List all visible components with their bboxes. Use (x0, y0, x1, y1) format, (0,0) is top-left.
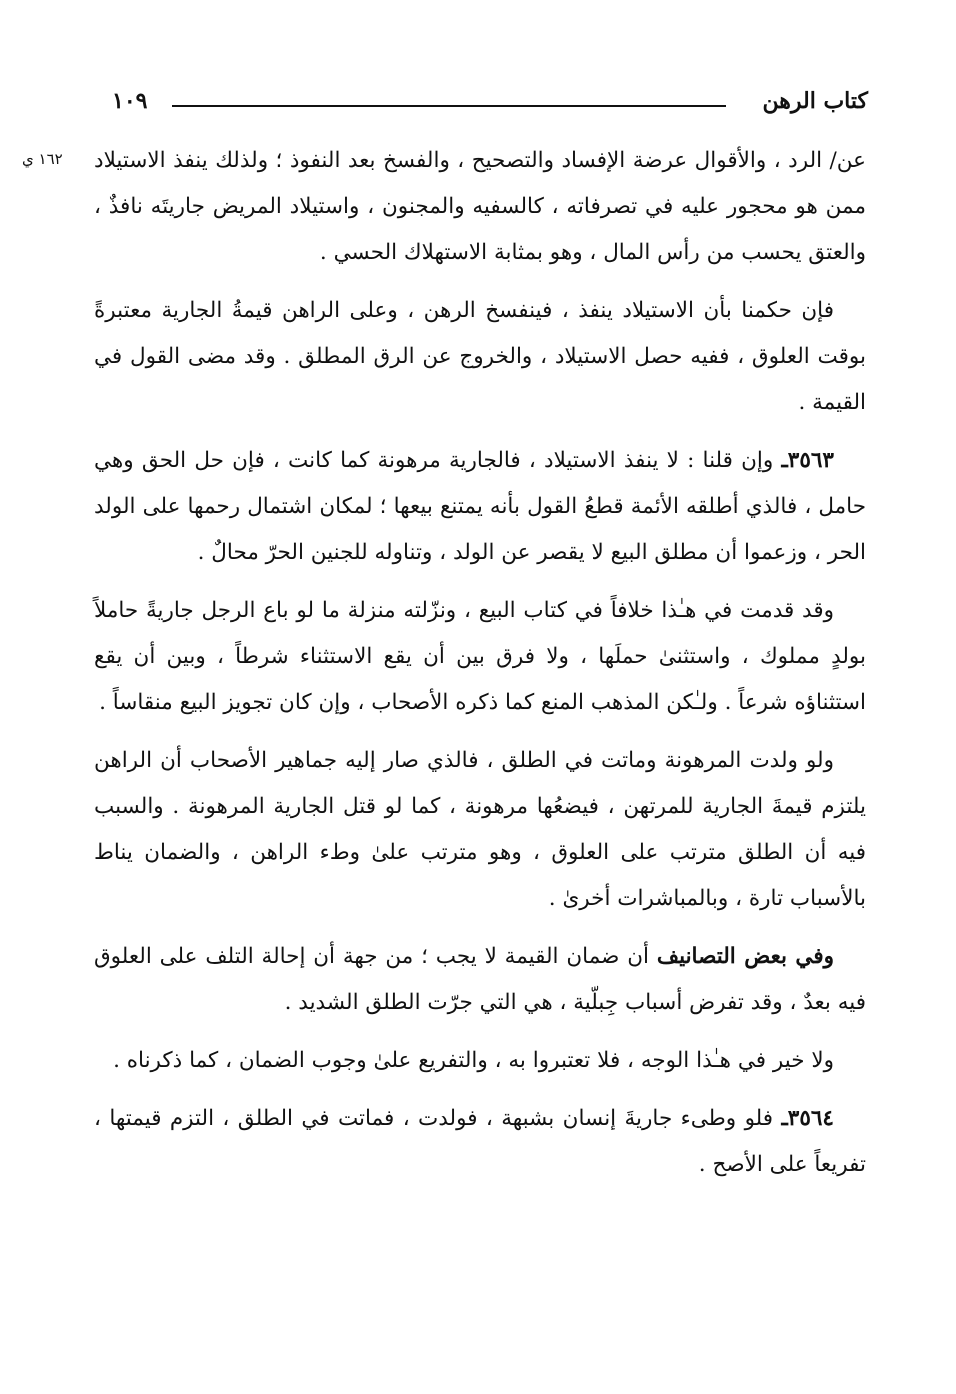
paragraph (94, 738, 866, 922)
bold-lead: وفي بعض التصانيف (656, 944, 834, 969)
paragraph (94, 934, 866, 1026)
issue-number: ٣٥٦٤ـ (781, 1106, 834, 1131)
header-rule (172, 105, 726, 107)
chapter-title: كتاب الرهن (762, 88, 868, 114)
paragraph (94, 1038, 866, 1084)
paragraph (94, 588, 866, 726)
paragraph-text: عن/ الرد ، والأقوال عرضة الإفساد والتصحيح ، والفسخ بعد النفوذ ؛ ولذلك ينفذ الاستيلاد ممن هو محجور عليه في تصرفاته ، كالسفيه والمجنون ، واستيلاد المريض جاريتَه نافذٌ ، والعتق يحسب من رأس المال ، وهو بمثابة الاستهلاك الحسي . (94, 148, 866, 265)
paragraph-text: أن ضمان القيمة لا يجب ؛ من جهة أن إحالة التلف على العلوق فيه بعدٌ ، وقد تفرض أسباب جِبلّية ، هي التي جرّت الطلق الشديد . (94, 944, 866, 1015)
page-number: ١٠٩ (112, 88, 148, 114)
margin-note: ١٦٢ ي (22, 150, 63, 168)
running-header (112, 86, 868, 122)
paragraph-text: ولو ولدت المرهونة وماتت في الطلق ، فالذي صار إليه جماهير الأصحاب أن الراهن يلتزم قيمةَ الجارية للمرتهن ، فيضعُها مرهونة ، كما لو قتل الجارية المرهونة . والسبب فيه أن الطلق مترتب على العلوق ، وهو مترتب علىٰ وطء الراهن ، والضمان يناط بالأسباب تارة ، وبالمباشرات أخرىٰ . (94, 748, 866, 911)
paragraph (94, 288, 866, 426)
paragraph-text: وقد قدمت في هـٰذا خلافاً في كتاب البيع ، ونزّلته منزلة ما لو باع الرجل جاريةً حاملاً بولدٍ مملوك ، واستثنىٰ حملَها ، ولا فرق بين أن يقع الاستثناء شرطاً ، وبين أن يقع استثناؤه شرعاً . ولـٰكن المذهب المنع كما ذكره الأصحاب ، وإن كان تجويز البيع منقاساً . (94, 598, 866, 715)
paragraph (94, 1096, 866, 1188)
paragraph (94, 438, 866, 576)
paragraph (94, 138, 866, 276)
paragraph-text: فلو وطىء جاريةَ إنسان بشبهة ، فولدت ، فماتت في الطلق ، التزم قيمتها ، تفريعاً على الأصح . (94, 1106, 866, 1177)
paragraph-text: وإن قلنا : لا ينفذ الاستيلاد ، فالجارية مرهونة كما كانت ، فإن حل الحق وهي حامل ، فالذي أطلقه الأئمة قطعُ القول بأنه يمتنع بيعها ؛ لمكان اشتمال رحمها على الولد الحر ، وزعموا أن مطلق البيع لا يقصر عن الولد ، وتناوله للجنين الحرّ محالٌ . (94, 448, 866, 565)
page-body (94, 138, 866, 1200)
paragraph-text: فإن حكمنا بأن الاستيلاد ينفذ ، فينفسخ الرهن ، وعلى الراهن قيمةُ الجارية معتبرةً بوقت العلوق ، ففيه حصل الاستيلاد ، والخروج عن الرق المطلق . وقد مضى القول في القيمة . (94, 298, 866, 415)
paragraph-text: ولا خير في هـٰذا الوجه ، فلا تعتبروا به ، والتفريع علىٰ وجوب الضمان ، كما ذكرناه . (113, 1048, 834, 1073)
issue-number: ٣٥٦٣ـ (781, 448, 834, 473)
